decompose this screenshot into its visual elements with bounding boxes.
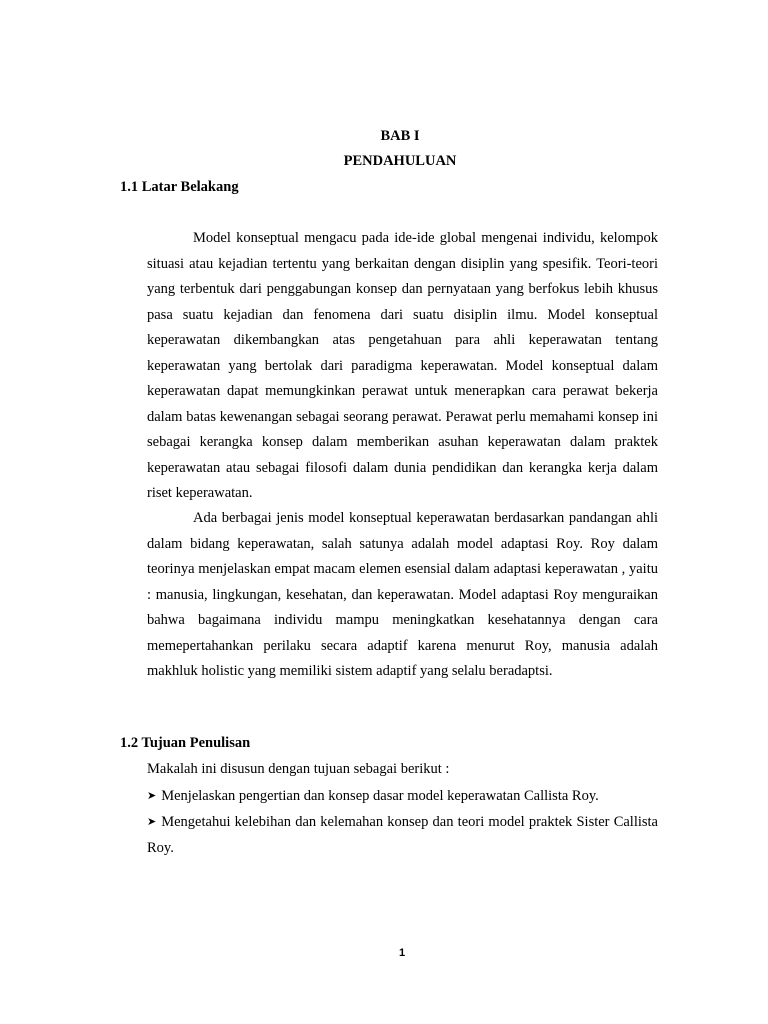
chapter-title: PENDAHULUAN [343,153,457,169]
chapter-label: BAB I [380,128,420,144]
list-item-text: Menjelaskan pengertian dan konsep dasar model keperawatan Callista Roy. [161,787,599,804]
tujuan-list [147,783,658,862]
arrowhead-bullet-icon: ➤ [147,815,157,828]
arrowhead-bullet-icon: ➤ [147,788,157,802]
list-item-text: Mengetahui kelebihan dan kelemahan konsep dan teori model praktek Sister Callista Roy. [147,814,658,856]
section-heading-latar-belakang: 1.1 Latar Belakang [120,179,239,195]
section-2-body [147,757,658,861]
section-1-body [147,226,658,507]
tujuan-intro: Makalah ini disusun dengan tujuan sebagai berikut : [147,761,450,777]
section-heading-tujuan-penulisan: 1.2 Tujuan Penulisan [120,735,251,751]
list-item [147,809,658,861]
page-number: 1 [398,947,406,959]
paragraph-latar-belakang-1: Model konseptual mengacu pada ide-ide global mengenai individu, kelompok situasi atau kejadian tertentu yang berkaitan dengan disiplin yang spesifik. Teori-teori yang terbentuk dari penggabungan konsep dan pernyataan yang berfokus lebih khusus pasa suatu kejadian dan fenomena dari suatu disiplin ilmu. Model konseptual keperawatan dikembangkan atas pengetahuan para ahli keperawatan tentang keperawatan yang bertolak dari paradigma keperawatan. Model konseptual dalam keperawatan dapat memungkinkan perawat untuk menerapkan cara perawat bekerja dalam batas kewenangan sebagai seorang perawat. Perawat perlu memahami konsep ini sebagai kerangka konsep dalam memberikan asuhan keperawatan dalam praktek keperawatan atau sebagai filosofi dalam dunia pendidikan dan kerangka kerja dalam riset keperawatan. [147,230,658,501]
section-1-body-continued [147,506,658,685]
paragraph-latar-belakang-2: Ada berbagai jenis model konseptual keperawatan berdasarkan pandangan ahli dalam bidang keperawatan, salah satunya adalah model adaptasi Roy. Roy dalam teorinya menjelaskan empat macam elemen esensial dalam adaptasi keperawatan , yaitu : manusia, lingkungan, kesehatan, dan keperawatan. Model adaptasi Roy menguraikan bahwa bagaimana individu mampu meningkatkan kesehatannya dengan cara memepertahankan perilaku secara adaptif karena menurut Roy, manusia adalah makhluk holistic yang memiliki sistem adaptif yang selalu beradaptsi. [147,510,658,679]
list-item [147,783,658,810]
